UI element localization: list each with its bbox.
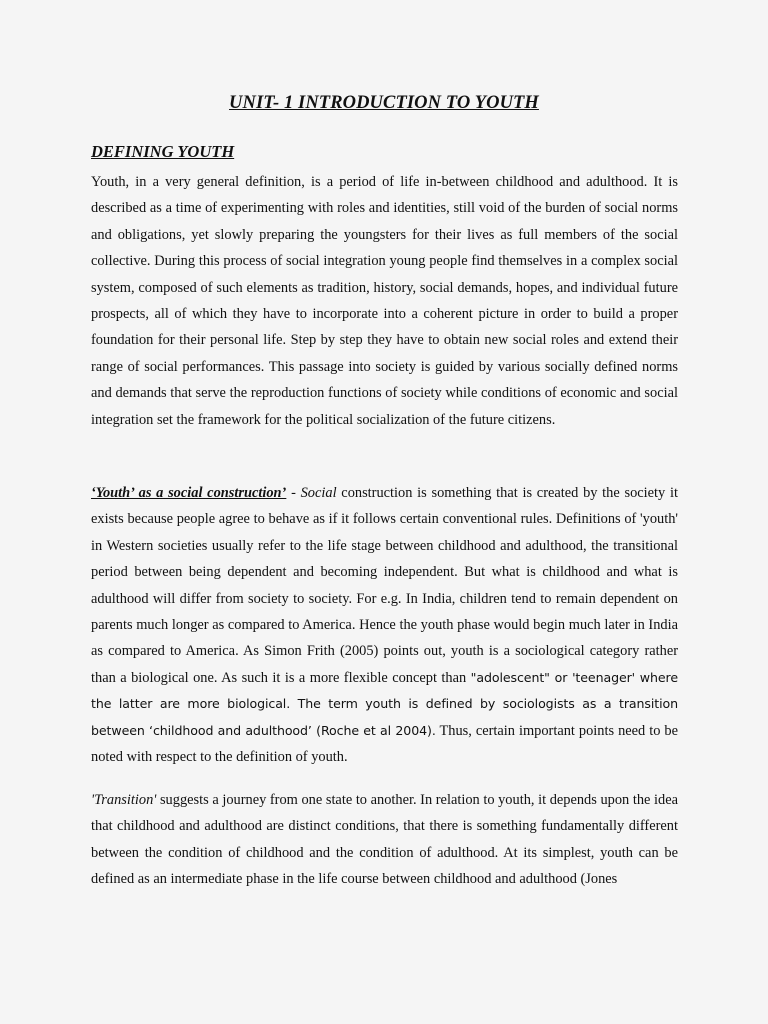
dash-separator: - (286, 485, 301, 501)
paragraph-text-part-b: Thus, certain important points need to be noted with respect to the definition of youth. (91, 722, 678, 766)
paragraph-lead-transition: 'Transition' (91, 792, 157, 808)
italic-word-social: Social (300, 485, 337, 501)
paragraph-transition (91, 787, 678, 893)
paragraph-transition-text: suggests a journey from one state to another. In relation to youth, it depends upon the idea that childhood and adulthood are distinct conditions, that there is something fundamentally different between the condition of childhood and the condition of adulthood. At its simplest, youth can be defined as an intermediate phase in the life course between childhood and adulthood (Jones (91, 792, 678, 888)
paragraph-text-part-a: construction is something that is created by the society it exists because people agree to behave as if it follows certain conventional rules. Definitions of 'youth' in Western societies usually refer to the life stage between childhood and adulthood, the transitional period between being dependent and becoming independent. But what is childhood and what is adulthood will differ from society to society. For e.g. In India, children tend to remain dependent on parents much longer as compared to America. Hence the youth phase would begin much later in India as compared to America. As Simon Frith (2005) points out, youth is a sociological category rather than a biological one. As such it is a more flexible concept than (91, 485, 678, 686)
paragraph-social-construction (91, 480, 678, 770)
page-title: UNIT- 1 INTRODUCTION TO YOUTH (229, 93, 539, 113)
paragraph-text-alt-font: "adolescent" or 'teenager' where the latter are more biological. The term youth is defined by sociologists as a transition between ‘childhood and adulthood’ (Roche et al 2004). (91, 669, 678, 738)
paragraph-defining-youth: Youth, in a very general definition, is a period of life in-between childhood and adulthood. It is described as a time of experimenting with roles and identities, still void of the burden of social norms and obligations, yet slowly preparing the youngsters for their lives as full members of the social collective. During this process of social integration young people find themselves in a complex social system, composed of such elements as tradition, history, social demands, hopes, and individual future prospects, all of which they have to incorporate into a coherent picture in order to build a proper foundation for their personal life. Step by step they have to obtain new social roles and extend their range of social performances. This passage into society is guided by various socially defined norms and demands that serve the reproduction functions of society while conditions of economic and social integration set the framework for the political socialization of the future citizens. (91, 174, 678, 428)
paragraph-lead-youth-social-construction: ‘Youth’ as a social construction’ (91, 485, 287, 501)
section-heading: DEFINING YOUTH (91, 142, 235, 161)
